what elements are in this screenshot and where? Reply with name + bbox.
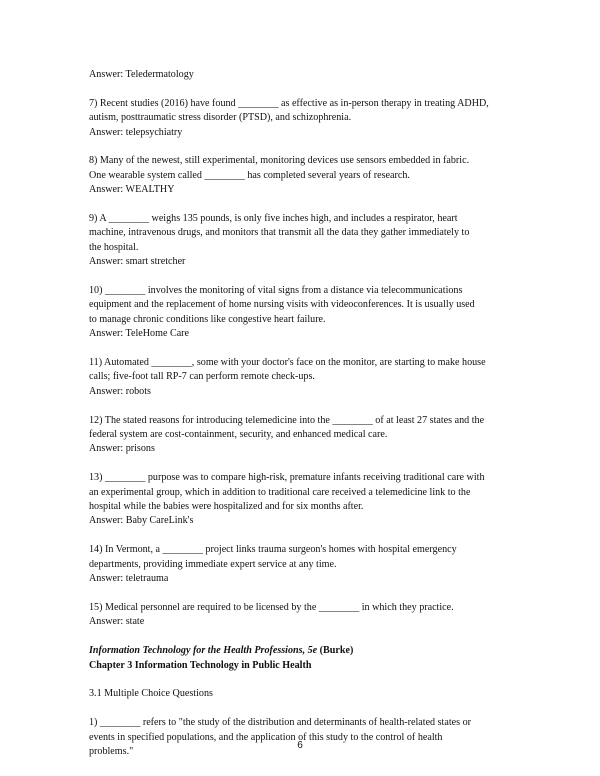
question-text-line: calls; five-foot tall RP-7 can perform remote check-ups. (89, 371, 315, 383)
question-12 (89, 414, 529, 457)
question-text-line: events in specified populations, and the application of this study to the control of health (89, 731, 443, 743)
page-number: 6 (297, 740, 303, 751)
book-title: Information Technology for the Health Professions, 5e (89, 645, 318, 657)
answer-text: Answer: robots (89, 385, 151, 397)
question-text-line: machine, intravenous drugs, and monitors that transmit all the data they gather immediately to (89, 227, 470, 239)
previous-answer (89, 68, 529, 82)
question-11 (89, 356, 529, 399)
question-text-line: departments, providing immediate expert service at any time. (89, 558, 337, 570)
question-15 (89, 601, 529, 630)
answer-text: Answer: smart stretcher (89, 256, 186, 268)
question-9 (89, 212, 529, 270)
question-text-line: 10) ________ involves the monitoring of vital signs from a distance via telecommunications (89, 285, 463, 297)
question-text-line: federal system are cost-containment, security, and enhanced medical care. (89, 429, 388, 441)
answer-text: Answer: WEALTHY (89, 184, 175, 196)
answer-text: Answer: teletrauma (89, 573, 169, 585)
question-13 (89, 471, 529, 529)
document-body (89, 68, 529, 774)
question-text-line: hospital while the babies were hospitalized and for six months after. (89, 501, 364, 513)
section-heading (89, 687, 529, 701)
question-text-line: 13) ________ purpose was to compare high-risk, premature infants receiving traditional care with (89, 472, 485, 484)
question-7 (89, 97, 529, 140)
answer-text: Answer: telepsychiatry (89, 126, 183, 138)
book-author: (Burke) (317, 645, 354, 657)
question-text-line: 14) In Vermont, a ________ project links trauma surgeon's homes with hospital emergency (89, 544, 457, 556)
question-text-line: 1) ________ refers to "the study of the distribution and determinants of health-related states or (89, 717, 471, 729)
question-8 (89, 154, 529, 197)
answer-text: Answer: state (89, 616, 145, 628)
question-10 (89, 284, 529, 342)
question-text-line: 9) A ________ weighs 135 pounds, is only five inches high, and includes a respirator, heart (89, 213, 458, 225)
question-text-line: 12) The stated reasons for introducing telemedicine into the ________ of at least 27 states and the (89, 414, 485, 426)
answer-text: Answer: Teledermatology (89, 69, 194, 80)
answer-text: Answer: prisons (89, 443, 155, 455)
question-14 (89, 543, 529, 586)
question-text-line: 7) Recent studies (2016) have found ________ as effective as in-person therapy in treating ADHD, (89, 97, 489, 109)
question-text-line: 8) Many of the newest, still experimental, monitoring devices use sensors embedded in fabric. (89, 155, 470, 167)
question-text-line: problems." (89, 745, 134, 757)
book-reference (89, 644, 529, 658)
question-text-line: an experimental group, which in addition to traditional care received a telemedicine link to the (89, 486, 471, 498)
question-text-line: to manage chronic conditions like congestive heart failure. (89, 313, 326, 325)
question-text-line: 15) Medical personnel are required to be licensed by the ________ in which they practice. (89, 601, 454, 613)
question-text-line: equipment and the replacement of home nursing visits with videoconferences. It is usually used (89, 299, 475, 311)
question-text-line: One wearable system called ________ has completed several years of research. (89, 169, 410, 181)
chapter-header (89, 644, 529, 673)
chapter-title: Chapter 3 Information Technology in Public Health (89, 659, 312, 671)
answer-text: Answer: Baby CareLink's (89, 515, 194, 527)
question-text-line: the hospital. (89, 241, 139, 253)
question-1 (89, 716, 529, 759)
answer-text: Answer: TeleHome Care (89, 328, 190, 340)
question-text-line: 11) Automated ________, some with your doctor's face on the monitor, are starting to make house (89, 357, 486, 369)
section-title: 3.1 Multiple Choice Questions (89, 688, 213, 700)
question-text-line: autism, posttraumatic stress disorder (PTSD), and schizophrenia. (89, 112, 352, 124)
